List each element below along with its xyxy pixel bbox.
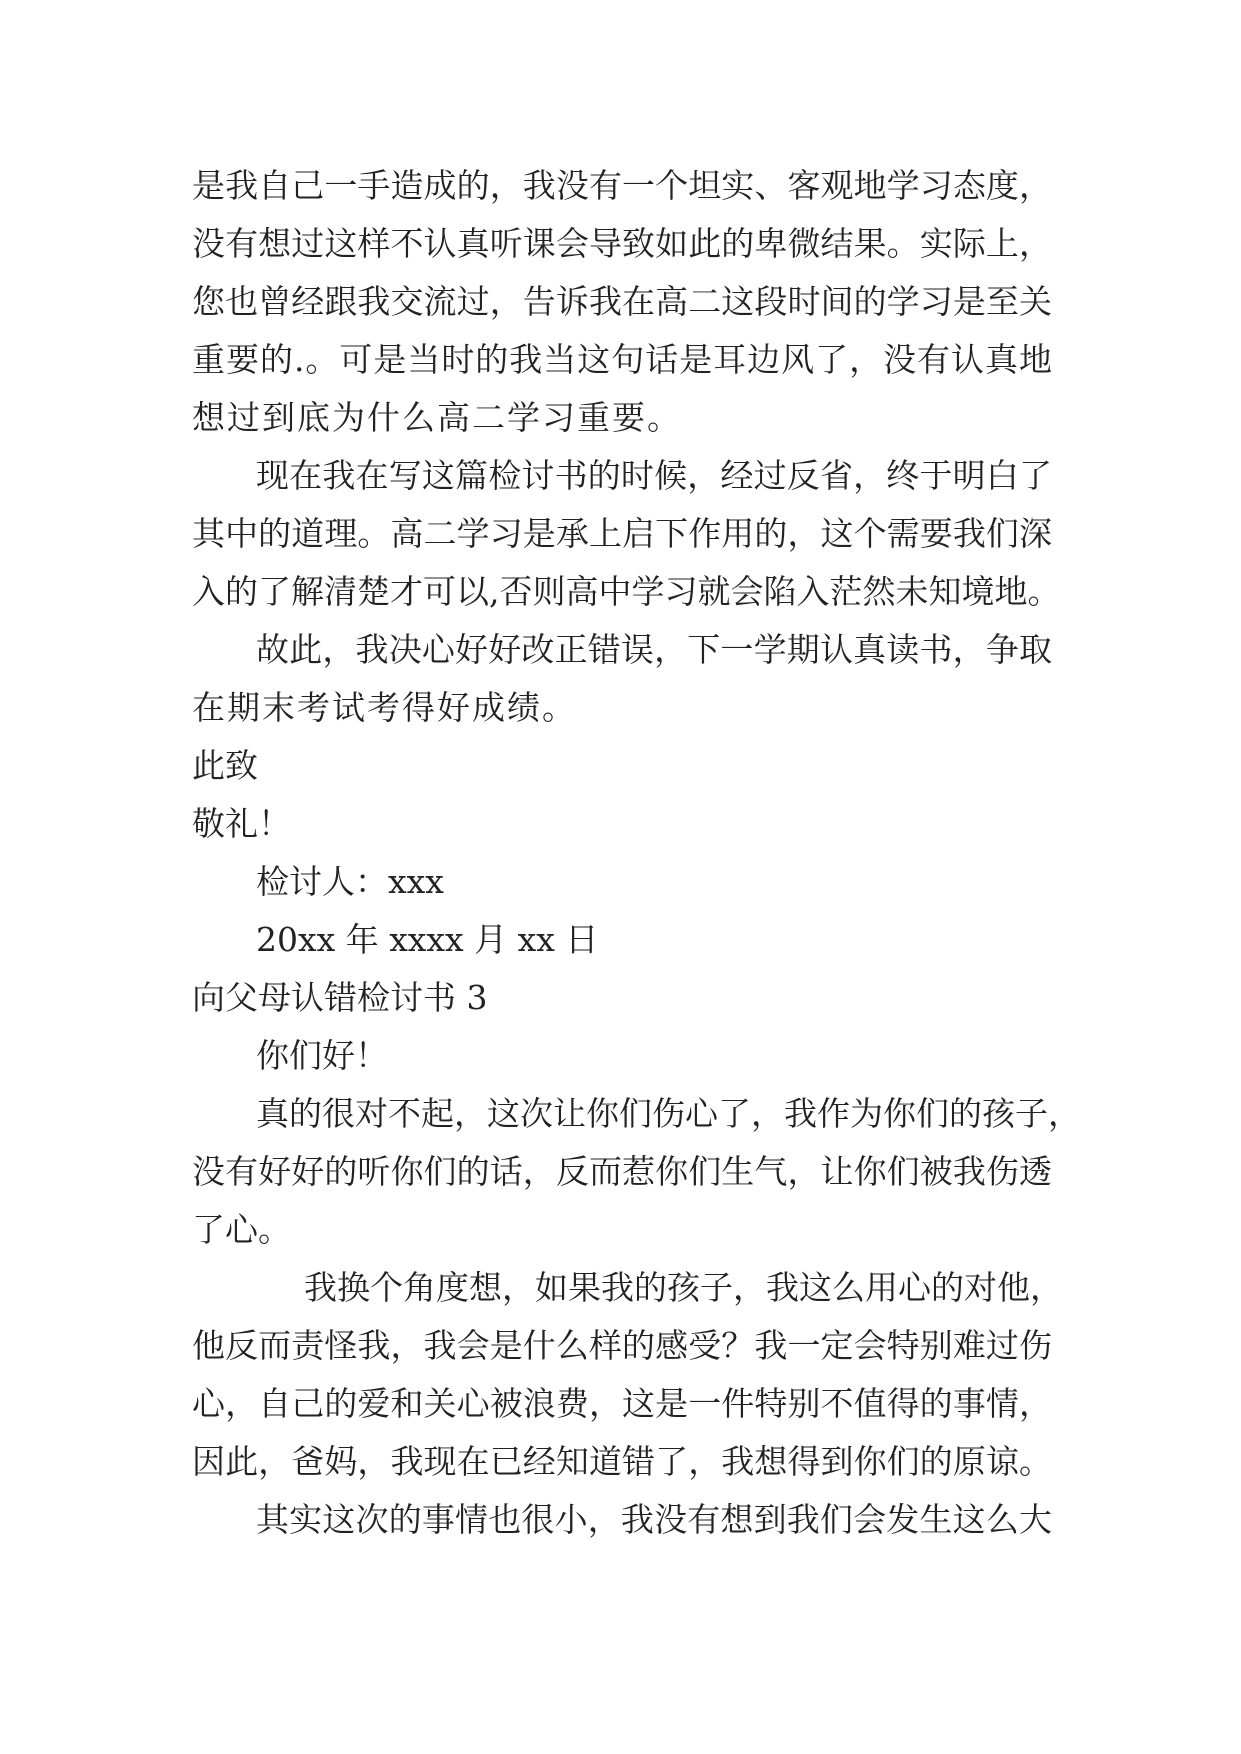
text-line: 是我自己一手造成的，我没有一个坦实、客观地学习态度， [192, 166, 1052, 205]
text-line: 没有想过这样不认真听课会导致如此的卑微结果。实际上， [192, 224, 1052, 263]
text-line: 他反而责怪我，我会是什么样的感受？我一定会特别难过伤 [192, 1326, 1052, 1365]
text-line: 其中的道理。高二学习是承上启下作用的，这个需要我们深 [192, 514, 1052, 553]
text-line: 在期末考试考得好成绩。 [192, 688, 577, 727]
paragraph-start-line: 现在我在写这篇检讨书的时候，经过反省，终于明白了 [256, 456, 1052, 495]
text-line: 没有好好的听你们的话，反而惹你们生气，让你们被我伤透 [192, 1152, 1052, 1191]
closing-line: 此致 [192, 746, 258, 785]
text-line: 因此，爸妈，我现在已经知道错了，我想得到你们的原谅。 [192, 1442, 1052, 1481]
signature-line: 检讨人：xxx [256, 862, 444, 901]
text-line: 心，自己的爱和关心被浪费，这是一件特别不值得的事情， [192, 1384, 1052, 1423]
section-title: 向父母认错检讨书 3 [192, 978, 488, 1017]
paragraph-start-line: 我换个角度想，如果我的孩子，我这么用心的对他， [304, 1268, 1063, 1307]
text-line: 想过到底为什么高二学习重要。 [192, 398, 682, 437]
greeting-line: 你们好！ [256, 1036, 388, 1075]
salutation-line: 敬礼！ [192, 804, 291, 843]
text-line: 入的了解清楚才可以,否则高中学习就会陷入茫然未知境地。 [192, 572, 1061, 611]
paragraph-start-line: 真的很对不起，这次让你们伤心了，我作为你们的孩子， [256, 1094, 1081, 1133]
paragraph-start-line: 其实这次的事情也很小，我没有想到我们会发生这么大 [256, 1500, 1052, 1539]
date-line: 20xx 年 xxxx 月 xx 日 [256, 920, 599, 959]
paragraph-start-line: 故此，我决心好好改正错误，下一学期认真读书，争取 [256, 630, 1052, 669]
text-line: 重要的.。可是当时的我当这句话是耳边风了，没有认真地 [192, 340, 1052, 379]
text-line: 您也曾经跟我交流过，告诉我在高二这段时间的学习是至关 [192, 282, 1052, 321]
text-line: 了心。 [192, 1210, 291, 1249]
